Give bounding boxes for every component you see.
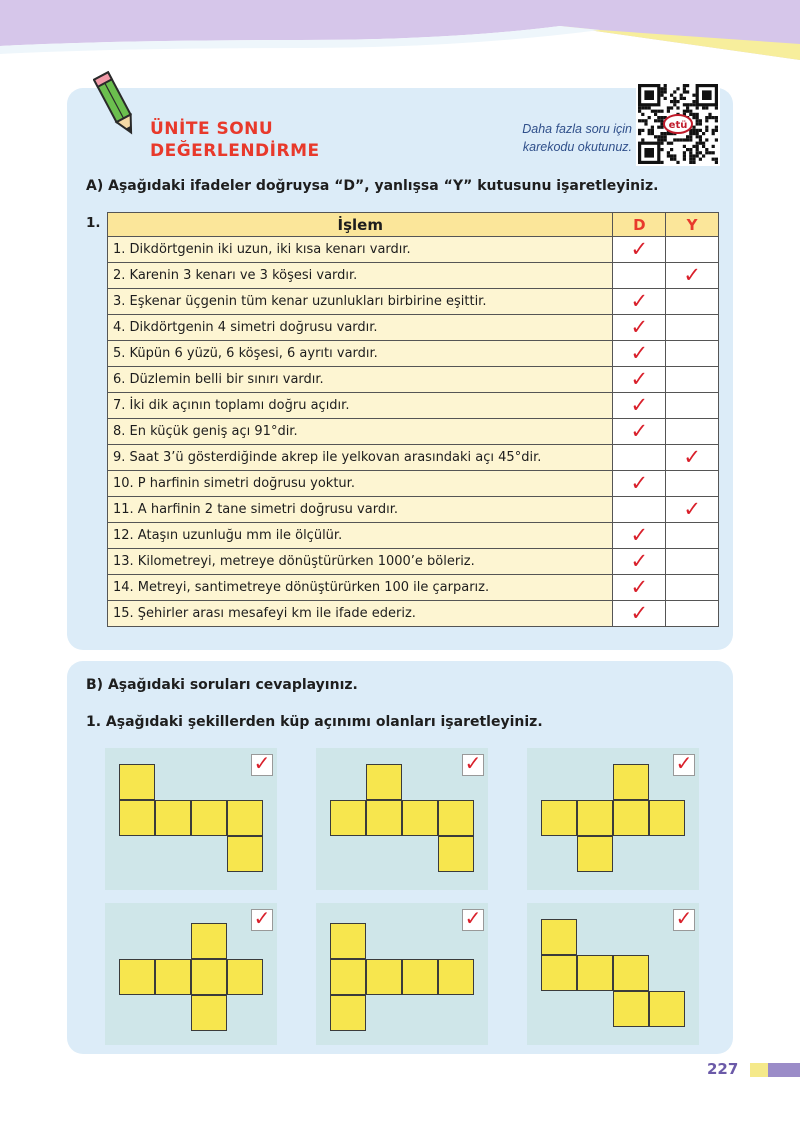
column-header-false: Y [666,213,719,237]
true-checkbox-cell[interactable] [613,315,666,341]
false-checkbox-cell[interactable] [666,237,719,263]
net-square [191,959,227,995]
false-checkbox-cell[interactable] [666,601,719,627]
check-mark-icon: ✓ [675,751,693,775]
net-square [438,800,474,836]
net-square [438,836,474,872]
true-checkbox-cell[interactable] [613,367,666,393]
net-square [119,959,155,995]
unit-title-line1: ÜNİTE SONU [150,119,274,139]
net-square [366,959,402,995]
check-mark-icon: ✓ [630,471,649,495]
page-bar-yellow [750,1063,768,1077]
table-header-row [108,213,719,237]
table-row [108,419,719,445]
table-row [108,523,719,549]
net-square [402,959,438,995]
statement-cell: 3. Eşkenar üçgenin tüm kenar uzunlukları birbirine eşittir. [108,289,613,315]
table-row [108,289,719,315]
statement-cell: 9. Saat 3’ü gösterdiğinde akrep ile yelkovan arasındaki açı 45°dir. [108,445,613,471]
net-square [577,836,613,872]
table-row [108,237,719,263]
false-checkbox-cell[interactable] [666,315,719,341]
check-mark-icon: ✓ [683,445,701,469]
net-square [119,800,155,836]
cube-net-figure [105,748,277,890]
net-square [649,991,685,1027]
net-square [119,764,155,800]
check-mark-icon: ✓ [630,341,649,365]
figure-checkbox[interactable] [251,751,273,776]
statement-cell: 7. İki dik açının toplamı doğru açıdır. [108,393,613,419]
net-square [191,923,227,959]
check-mark-icon: ✓ [630,315,649,339]
true-checkbox-cell[interactable] [613,575,666,601]
figure-checkbox[interactable] [462,906,484,931]
cube-net-figure [105,903,277,1045]
statement-cell: 6. Düzlemin belli bir sınırı vardır. [108,367,613,393]
section-a-heading: A) Aşağıdaki ifadeler doğruysa “D”, yanlışsa “Y” kutusunu işaretleyiniz. [86,178,659,194]
check-mark-icon: ✓ [683,497,701,521]
check-mark-icon: ✓ [253,906,271,930]
net-square [330,800,366,836]
false-checkbox-cell[interactable] [666,523,719,549]
qr-logo-text: etü [668,120,688,131]
true-checkbox-cell[interactable] [613,237,666,263]
check-mark-icon: ✓ [253,751,271,775]
table-row [108,341,719,367]
true-checkbox-cell[interactable] [613,341,666,367]
net-square [613,955,649,991]
true-checkbox-cell[interactable] [613,445,666,471]
check-mark-icon: ✓ [630,601,649,625]
figure-checkbox[interactable] [251,906,273,931]
check-mark-icon: ✓ [630,289,649,313]
statement-cell: 5. Küpün 6 yüzü, 6 köşesi, 6 ayrıtı vardır. [108,341,613,367]
statement-cell: 12. Ataşın uzunluğu mm ile ölçülür. [108,523,613,549]
figure-checkbox[interactable] [462,751,484,776]
statement-cell: 11. A harfinin 2 tane simetri doğrusu vardır. [108,497,613,523]
unit-title-line2: DEĞERLENDİRME [150,141,320,161]
table-row [108,367,719,393]
net-square [649,800,685,836]
table-row [108,575,719,601]
true-false-table [107,212,719,627]
net-square [155,800,191,836]
statement-cell: 8. En küçük geniş açı 91°dir. [108,419,613,445]
net-square [438,959,474,995]
question-number: 1. [86,215,101,231]
cube-net-figure [527,903,699,1045]
check-mark-icon: ✓ [630,393,649,417]
figure-checkbox[interactable] [673,751,695,776]
check-mark-icon: ✓ [464,906,482,930]
net-square [227,800,263,836]
true-checkbox-cell[interactable] [613,419,666,445]
net-square [402,800,438,836]
section-b-heading: B) Aşağıdaki soruları cevaplayınız. [86,677,358,693]
section-b-question: 1. Aşağıdaki şekillerden küp açınımı olanları işaretleyiniz. [86,714,543,730]
net-square [330,995,366,1031]
statement-cell: 10. P harfinin simetri doğrusu yoktur. [108,471,613,497]
table-row [108,497,719,523]
net-square [330,959,366,995]
check-mark-icon: ✓ [675,906,693,930]
false-checkbox-cell[interactable] [666,497,719,523]
true-checkbox-cell[interactable] [613,601,666,627]
cube-net-figure [316,903,488,1045]
true-checkbox-cell[interactable] [613,549,666,575]
true-checkbox-cell[interactable] [613,471,666,497]
false-checkbox-cell[interactable] [666,263,719,289]
check-mark-icon: ✓ [630,237,649,261]
check-mark-icon: ✓ [630,549,649,573]
net-square [155,959,191,995]
net-square [577,800,613,836]
table-row [108,471,719,497]
true-checkbox-cell[interactable] [613,393,666,419]
check-mark-icon: ✓ [683,263,701,287]
net-square [541,955,577,991]
qr-note-line1: Daha fazla soru için [522,122,632,136]
net-square [577,955,613,991]
figure-checkbox[interactable] [673,906,695,931]
table-row [108,549,719,575]
false-checkbox-cell[interactable] [666,419,719,445]
net-square [613,764,649,800]
cube-net-figure [527,748,699,890]
statement-cell: 13. Kilometreyi, metreye dönüştürürken 1000’e böleriz. [108,549,613,575]
column-header-statement: İşlem [108,213,613,237]
check-mark-icon: ✓ [630,367,649,391]
table-row [108,601,719,627]
check-mark-icon: ✓ [630,419,649,443]
net-square [613,991,649,1027]
net-square [191,995,227,1031]
net-square [330,923,366,959]
cube-net-figure [316,748,488,890]
check-mark-icon: ✓ [630,575,649,599]
top-decorative-band [0,0,800,60]
net-square [541,919,577,955]
net-square [227,836,263,872]
false-checkbox-cell[interactable] [666,549,719,575]
net-square [366,800,402,836]
qr-note [514,120,632,156]
statement-cell: 14. Metreyi, santimetreye dönüştürürken 100 ile çarparız. [108,575,613,601]
check-mark-icon: ✓ [630,523,649,547]
page-number: 227 [707,1060,739,1078]
net-square [541,800,577,836]
statement-cell: 15. Şehirler arası mesafeyi km ile ifade ederiz. [108,601,613,627]
false-checkbox-cell[interactable] [666,471,719,497]
net-square [191,800,227,836]
true-checkbox-cell[interactable] [613,289,666,315]
check-mark-icon: ✓ [464,751,482,775]
unit-title [150,118,320,162]
statement-cell: 1. Dikdörtgenin iki uzun, iki kısa kenarı vardır. [108,237,613,263]
true-checkbox-cell[interactable] [613,263,666,289]
true-checkbox-cell[interactable] [613,523,666,549]
net-square [227,959,263,995]
false-checkbox-cell[interactable] [666,367,719,393]
table-row [108,393,719,419]
true-checkbox-cell[interactable] [613,497,666,523]
false-checkbox-cell[interactable] [666,575,719,601]
false-checkbox-cell[interactable] [666,445,719,471]
false-checkbox-cell[interactable] [666,289,719,315]
page-bar-purple [768,1063,800,1077]
net-square [613,800,649,836]
net-square [366,764,402,800]
qr-code[interactable] [636,82,720,166]
table-row [108,315,719,341]
qr-note-line2: karekodu okutunuz. [522,140,632,154]
table-row [108,263,719,289]
false-checkbox-cell[interactable] [666,341,719,367]
table-row [108,445,719,471]
statement-cell: 4. Dikdörtgenin 4 simetri doğrusu vardır. [108,315,613,341]
column-header-true: D [613,213,666,237]
false-checkbox-cell[interactable] [666,393,719,419]
pencil-icon [93,68,141,144]
statement-cell: 2. Karenin 3 kenarı ve 3 köşesi vardır. [108,263,613,289]
